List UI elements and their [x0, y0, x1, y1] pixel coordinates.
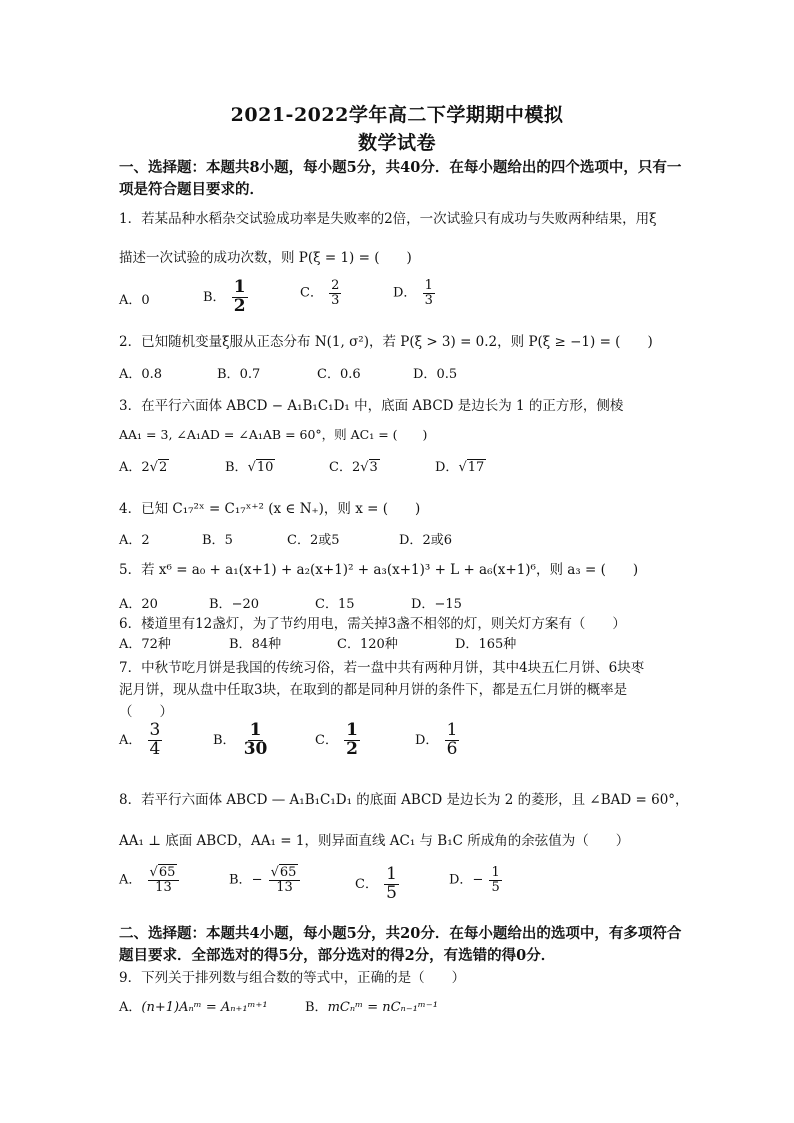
q5-stem: 5．若 x⁶ = a₀ + a₁(x+1) + a₂(x+1)² + a₃(x+1)³ + L + a₆(x+1)⁶，则 a₃ = ( ) — [119, 562, 639, 578]
q3-stem-cont: AA₁ = 3, ∠A₁AD = ∠A₁AB = 60°，则 AC₁ = ( ) — [119, 427, 428, 442]
q8-stem: 8．若平行六面体 ABCD — A₁B₁C₁D₁ 的底面 ABCD 是边长为 2 的菱形，且 ∠BAD = 60°， — [119, 792, 689, 808]
q6-option-a: A．72种 — [119, 637, 171, 652]
q8-option-d: D．− $\frac{1}{5}$ — [449, 865, 500, 895]
q1-stem: 1．若某品种水稻杂交试验成功率是失败率的2倍，一次试验只有成功与失败两种结果，用ξ — [119, 211, 657, 227]
fraction: $\frac{√65}{13}$ — [148, 866, 180, 894]
q8-option-a: A． $\frac{√65}{13}$ — [119, 866, 181, 894]
q8-option-c: C． $\frac{1}{5}$ — [355, 864, 397, 903]
q6-stem: 6．楼道里有12盏灯，为了节约用电，需关掉3盏不相邻的灯，则关灯方案有（ ） — [119, 616, 626, 632]
q5-option-c: C．15 — [315, 597, 355, 612]
fraction: $\frac{2}{3}$ — [331, 278, 340, 308]
section1-heading-cont: 项是符合题目要求的． — [119, 181, 264, 198]
q3-option-d: D．√17 — [435, 460, 485, 475]
q8-option-b: B．− $\frac{√65}{13}$ — [229, 866, 302, 894]
q4-stem: 4．已知 C₁₇²ˣ = C₁₇ˣ⁺² (x ∈ N₊)，则 x = ( ) — [119, 501, 421, 517]
q1-option-d: D． $\frac{1}{3}$ — [393, 278, 433, 308]
fraction: $\frac{√65}{13}$ — [269, 866, 301, 894]
q9-option-b: B．mCₙᵐ = nCₙ₋₁ᵐ⁻¹ — [305, 1000, 438, 1015]
q1-option-a: A．0 — [119, 293, 150, 308]
q4-option-d: D．2或6 — [399, 533, 452, 548]
q4-option-c: C．2或5 — [287, 533, 340, 548]
q4-option-a: A．2 — [119, 533, 150, 548]
fraction: $\frac{3}{4}$ — [149, 720, 161, 759]
q3-stem: 3．在平行六面体 ABCD − A₁B₁C₁D₁ 中，底面 ABCD 是边长为 1 的正方形，侧棱 — [119, 398, 624, 414]
q7-option-d: D． $\frac{1}{6}$ — [415, 720, 458, 759]
q7-option-b: B． $\frac{1}{30}$ — [213, 720, 268, 759]
fraction: $\frac{1}{6}$ — [446, 720, 458, 759]
q9-option-a: A．(n+1)Aₙᵐ = Aₙ₊₁ᵐ⁺¹ — [119, 1000, 268, 1015]
q7-stem-cont: 泥月饼，现从盘中任取3块，在取到的都是同种月饼的条件下，都是五仁月饼的概率是 — [119, 682, 628, 698]
q6-option-d: D．165种 — [455, 637, 517, 652]
q7-option-a: A． $\frac{3}{4}$ — [119, 720, 161, 759]
q4-option-b: B．5 — [202, 533, 233, 548]
q6-option-b: B．84种 — [229, 637, 282, 652]
section1-heading: 一、选择题：本题共8小题，每小题5分，共40分．在每小题给出的四个选项中，只有一 — [119, 159, 682, 176]
q7-stem: 7．中秋节吃月饼是我国的传统习俗，若一盘中共有两种月饼，其中4块五仁月饼、6块枣 — [119, 660, 645, 676]
fraction: $\frac{1}{3}$ — [424, 278, 433, 308]
q5-option-b: B．−20 — [209, 597, 259, 612]
q5-option-d: D．−15 — [411, 597, 462, 612]
fraction: $\frac{1}{2}$ — [233, 277, 246, 316]
q1-option-b: B． $\frac{1}{2}$ — [203, 277, 246, 316]
q1-stem-cont: 描述一次试验的成功次数，则 P(ξ = 1) = ( ) — [119, 250, 412, 266]
q2-option-a: A．0.8 — [119, 367, 163, 382]
q9-stem: 9．下列关于排列数与组合数的等式中，正确的是（ ） — [119, 970, 466, 986]
fraction: $\frac{1}{2}$ — [346, 720, 358, 759]
q2-stem: 2．已知随机变量ξ服从正态分布 N(1, σ²)，若 P(ξ > 3) = 0.2，则 P(ξ ≥ −1) = ( ) — [119, 334, 653, 350]
fraction: $\frac{1}{30}$ — [243, 720, 268, 759]
q3-option-a: A．2√2 — [119, 460, 168, 475]
q7-stem-paren: （ ） — [119, 704, 173, 720]
q1-option-c: C． $\frac{2}{3}$ — [300, 278, 340, 308]
exam-title: 2021-2022学年高二下学期期中模拟 — [230, 104, 564, 126]
q6-option-c: C．120种 — [337, 637, 398, 652]
q8-stem-cont: AA₁ ⊥ 底面 ABCD，AA₁ = 1，则异面直线 AC₁ 与 B₁C 所成角的余弦值为（ ） — [119, 833, 630, 849]
fraction: $\frac{1}{5}$ — [491, 865, 500, 895]
q7-option-c: C． $\frac{1}{2}$ — [315, 720, 358, 759]
q2-option-c: C．0.6 — [317, 367, 361, 382]
section2-heading-cont: 题目要求．全部选对的得5分，部分选对的得2分，有选错的得0分． — [119, 947, 556, 964]
fraction: $\frac{1}{5}$ — [386, 864, 397, 903]
q2-option-d: D．0.5 — [413, 367, 458, 382]
section2-heading: 二、选择题：本题共4小题，每小题5分，共20分．在每小题给出的选项中，有多项符合 — [119, 925, 682, 942]
q3-option-c: C．2√3 — [329, 460, 378, 475]
q2-option-b: B．0.7 — [217, 367, 261, 382]
q3-option-b: B．√10 — [225, 460, 274, 475]
q5-option-a: A．20 — [119, 597, 158, 612]
exam-subtitle: 数学试卷 — [357, 132, 436, 154]
